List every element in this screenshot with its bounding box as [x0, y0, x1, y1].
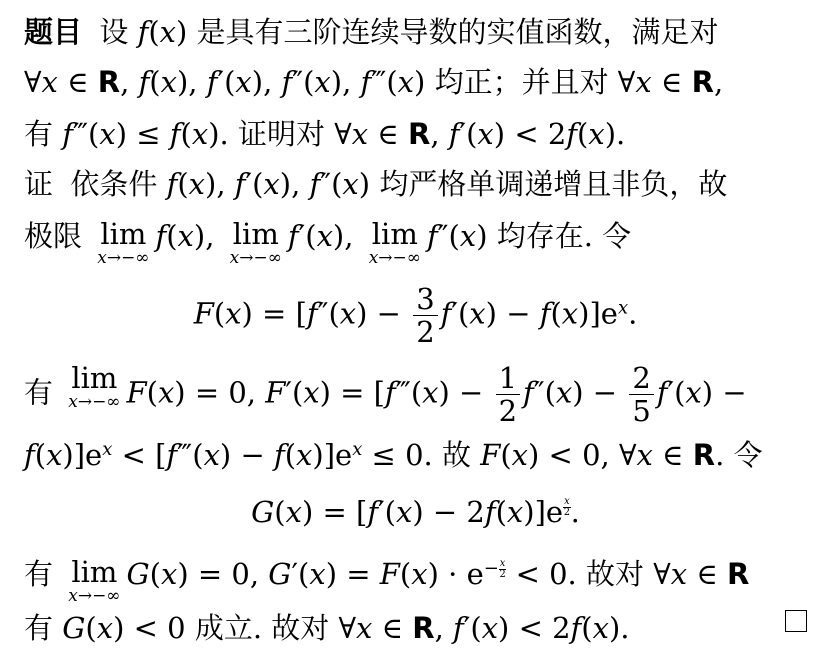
limit-operator: lim x→−∞	[97, 217, 150, 268]
limit-operator: lim x→−∞	[368, 217, 421, 268]
problem-text: 设	[99, 15, 129, 49]
proof-text: 有	[24, 557, 54, 591]
proof-line-5: $f(x)]e^x$ < [f‴(x) − $f(x)]e^x \le 0$. 故 F(x) < 0, ∀x ∈ R. 令	[24, 438, 763, 472]
problem-text: 证明对	[237, 117, 325, 151]
equation-G: G(x) = [f′(x) − 2f(x)]e $^{\frac{x}{2}}$ .	[251, 495, 580, 529]
proof-text: 令	[733, 438, 763, 472]
problem-heading: 题目	[24, 15, 83, 49]
problem-line-2: ∀x ∈ R, f(x), f′(x), f″(x), f‴(x) 均正；并且对 ∀x ∈ R,	[24, 65, 724, 99]
proof-text: 有	[24, 611, 54, 645]
proof-text: 均严格单调递增且非负，故	[379, 167, 728, 201]
proof-line-8: 有 G(x) < 0 成立. 故对 ∀x ∈ R, f′(x) < 2f(x).	[24, 610, 807, 646]
problem-text: 是具有三阶连续导数的实值函数，满足对	[196, 15, 719, 49]
proof-line-4: 有 lim x→−∞ F(x) = 0, F′(x) = [f‴(x) − $\frac{1}{2}$ f″(x) − $\frac{2}{5}$ f′(x) −	[24, 361, 747, 428]
proof-text: 故对	[586, 557, 645, 591]
problem-text: 均正；并且对	[434, 65, 609, 99]
fraction: $\frac{2}{5}$	[629, 362, 653, 427]
proof-line-7: 有 lim x→−∞ G(x) = 0, $G'(x) = F(x) \cdot e^{- \frac{x}{2}}$ < 0. 故对 ∀x ∈ R	[24, 555, 750, 606]
problem-text: 有	[24, 117, 54, 151]
proof-text: 有	[24, 375, 54, 410]
proof-text: 令	[602, 219, 632, 253]
limit-operator: lim x→−∞	[68, 361, 121, 412]
proof-text: 依条件	[70, 167, 158, 201]
qed-box-icon	[785, 610, 807, 632]
proof-text: 成立.	[194, 611, 263, 645]
proof-text: 故对	[271, 611, 330, 645]
problem-line-1: 题目 设 f(x) 是具有三阶连续导数的实值函数，满足对	[24, 15, 719, 49]
proof-text: 故	[441, 438, 471, 472]
limit-operator: lim x→−∞	[68, 555, 121, 606]
fraction: $\frac{1}{2}$	[496, 362, 520, 427]
problem-line-3: 有 f‴(x) ≤ f(x). 证明对 ∀x ∈ R, f′(x) < 2f(x).	[24, 117, 626, 151]
proof-text: 均存在.	[496, 219, 593, 253]
limit-operator: lim x→−∞	[229, 217, 282, 268]
fraction: $\frac{3}{2}$	[413, 283, 437, 348]
proof-line-2: 极限 lim x→−∞ f(x), lim x→−∞ f′(x), lim x→−∞ f″(x) 均存在. 令	[24, 217, 632, 268]
proof-text: 极限	[24, 219, 83, 253]
proof-line-1: 证 依条件 f(x), f′(x), f″(x) 均严格单调递增且非负，故	[24, 167, 728, 201]
equation-F: F(x) = [f″(x) − $\frac{3}{2}$ $f'(x) - f(x)]e^x$.	[193, 282, 638, 349]
proof-heading: 证	[24, 167, 54, 201]
